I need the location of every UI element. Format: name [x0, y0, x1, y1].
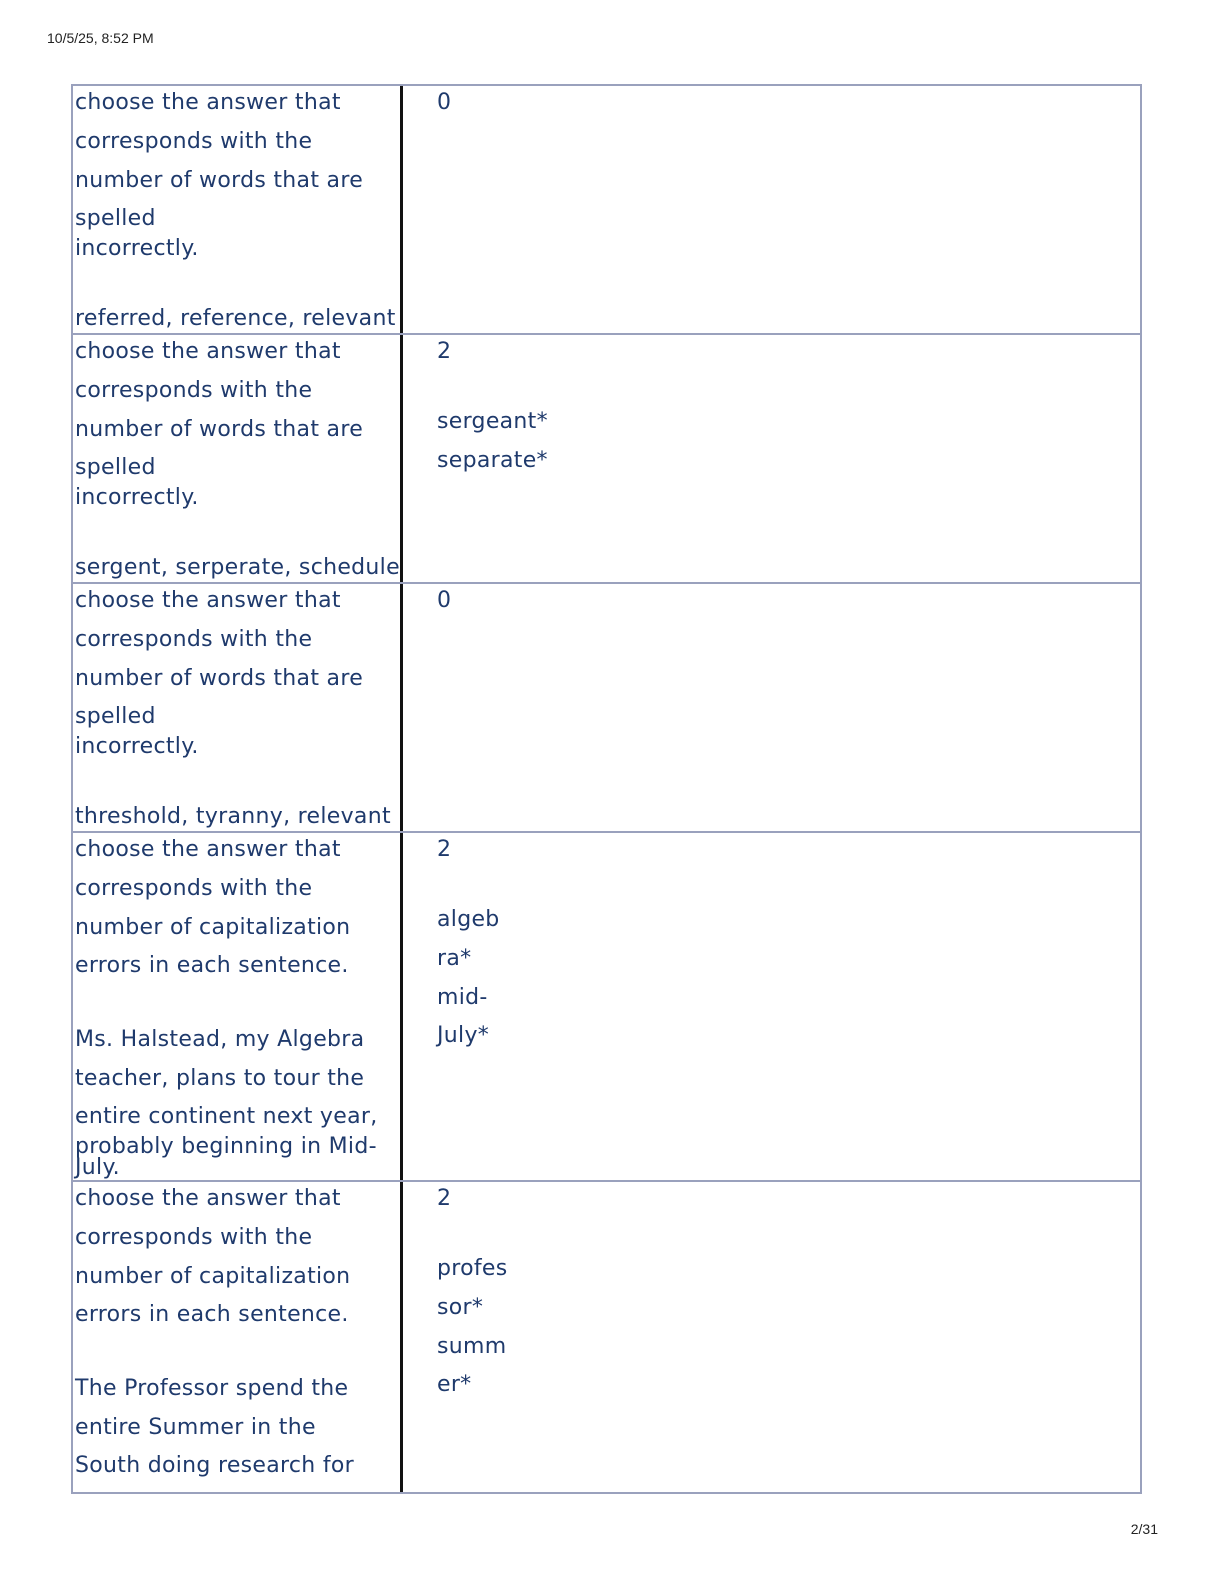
term-line: corresponds with the	[75, 627, 313, 652]
answer-line: profes	[437, 1256, 508, 1281]
term-line: spelled	[75, 206, 156, 231]
term-line: errors in each sentence.	[75, 1302, 349, 1327]
answer-line: 2	[437, 837, 452, 862]
term-line: spelled	[75, 455, 156, 480]
term-line: South doing research for	[75, 1453, 354, 1478]
term-line: July.	[75, 1155, 120, 1180]
term-line: The Professor spend the	[75, 1376, 349, 1401]
term-line: teacher, plans to tour the	[75, 1066, 365, 1091]
term-line: incorrectly.	[75, 485, 199, 510]
flashcard-row	[73, 86, 1140, 335]
print-timestamp: 10/5/25, 8:52 PM	[47, 30, 154, 46]
flashcard-row	[73, 584, 1140, 833]
term-line: probably beginning in Mid-	[75, 1134, 377, 1159]
term-line: errors in each sentence.	[75, 953, 349, 978]
flashcard-row	[73, 833, 1140, 1182]
answer-line: sor*	[437, 1295, 484, 1320]
term-cell	[73, 1182, 403, 1492]
term-line: number of capitalization	[75, 1264, 351, 1289]
term-line: choose the answer that	[75, 837, 341, 862]
term-line: choose the answer that	[75, 588, 341, 613]
term-line: entire continent next year,	[75, 1104, 378, 1129]
term-line: corresponds with the	[75, 876, 313, 901]
answer-cell	[403, 584, 1140, 831]
term-cell	[73, 584, 403, 831]
answer-line: mid-	[437, 985, 488, 1010]
answer-line: 2	[437, 339, 452, 364]
term-line: incorrectly.	[75, 236, 199, 261]
term-line: corresponds with the	[75, 378, 313, 403]
term-line: number of words that are	[75, 666, 364, 691]
term-cell	[73, 833, 403, 1180]
term-line: corresponds with the	[75, 129, 313, 154]
term-line: choose the answer that	[75, 339, 341, 364]
flashcard-row	[73, 1182, 1140, 1492]
answer-line: 0	[437, 588, 452, 613]
flashcard-table	[71, 84, 1142, 1494]
term-line: number of words that are	[75, 168, 364, 193]
answer-line: separate*	[437, 448, 548, 473]
term-line: number of capitalization	[75, 915, 351, 940]
term-line: choose the answer that	[75, 1186, 341, 1211]
answer-cell	[403, 335, 1140, 582]
term-cell	[73, 335, 403, 582]
page-number: 2/31	[1130, 1521, 1158, 1537]
answer-line: 2	[437, 1186, 452, 1211]
answer-cell	[403, 1182, 1140, 1492]
term-line: threshold, tyranny, relevant	[75, 804, 391, 829]
answer-line: algeb	[437, 907, 500, 932]
flashcard-row	[73, 335, 1140, 584]
term-line: number of words that are	[75, 417, 364, 442]
answer-line: sergeant*	[437, 409, 548, 434]
term-line: sergent, serperate, schedule	[75, 555, 400, 580]
answer-line: July*	[437, 1023, 490, 1048]
answer-line: er*	[437, 1372, 472, 1397]
answer-cell	[403, 833, 1140, 1180]
term-line: incorrectly.	[75, 734, 199, 759]
term-line: Ms. Halstead, my Algebra	[75, 1027, 365, 1052]
term-line: entire Summer in the	[75, 1415, 316, 1440]
answer-line: ra*	[437, 946, 472, 971]
answer-line: 0	[437, 90, 452, 115]
term-cell	[73, 86, 403, 333]
term-line: corresponds with the	[75, 1225, 313, 1250]
term-line: referred, reference, relevant	[75, 306, 396, 331]
answer-line: summ	[437, 1334, 507, 1359]
answer-cell	[403, 86, 1140, 333]
term-line: choose the answer that	[75, 90, 341, 115]
term-line: spelled	[75, 704, 156, 729]
